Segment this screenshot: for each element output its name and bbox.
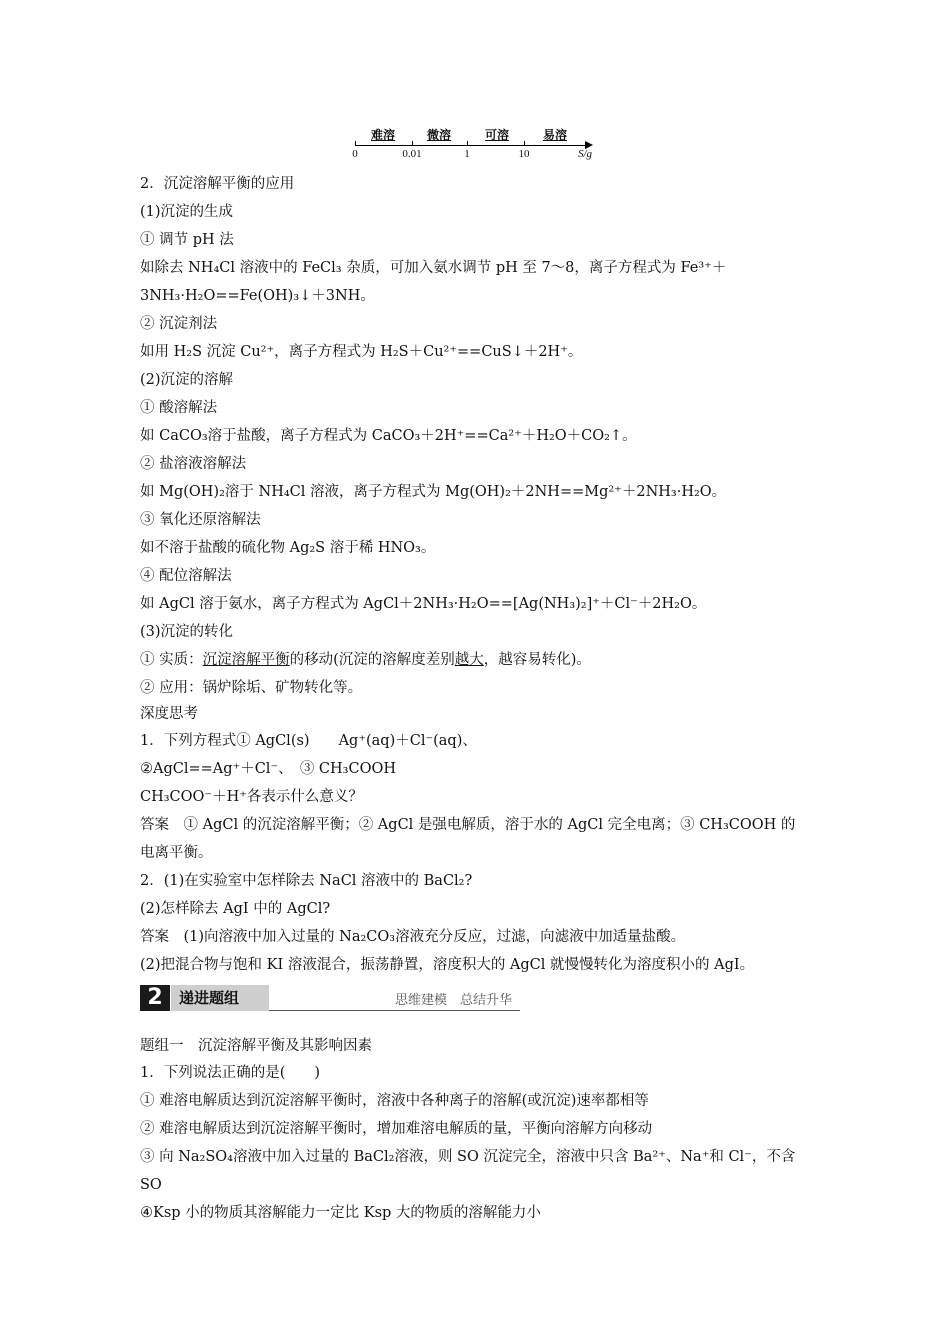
method-heading: ① 酸溶解法 xyxy=(140,400,218,416)
question-line: (2)怎样除去 AgI 中的 AgCl? xyxy=(140,901,331,917)
scale-unit: S/g xyxy=(578,148,593,160)
answer-line: (2)把混合物与饱和 KI 溶液混合，振荡静置，溶度积大的 AgCl 就慢慢转化为溶度积小的 AgI。 xyxy=(140,957,755,973)
answer-line: 答案 ① AgCl 的沉淀溶解平衡；② AgCl 是强电解质，溶于水的 AgCl 完全电离；③ CH₃COOH 的 xyxy=(140,817,796,833)
group-heading: 题组一 沉淀溶解平衡及其影响因素 xyxy=(140,1038,372,1054)
text-line: 如 CaCO₃溶于盐酸，离子方程式为 CaCO₃＋2H⁺==Ca²⁺＋H₂O＋CO₂↑。 xyxy=(140,428,637,444)
method-heading: ① 调节 pH 法 xyxy=(140,232,234,248)
question-line: 2．(1)在实验室中怎样除去 NaCl 溶液中的 BaCl₂? xyxy=(140,873,473,889)
question-line: 1．下列方程式① AgCl(s) Ag⁺(aq)＋Cl⁻(aq)、 xyxy=(140,733,477,749)
section-heading: 深度思考 xyxy=(140,706,198,722)
question-line: ②AgCl==Ag⁺＋Cl⁻、 ③ CH₃COOH xyxy=(140,761,397,777)
essence-term: 沉淀溶解平衡 xyxy=(202,652,290,668)
scale-tick xyxy=(355,141,356,145)
subsection-heading: (2)沉淀的溶解 xyxy=(140,372,234,388)
question-line: CH₃COO⁻＋H⁺各表示什么意义？ xyxy=(140,789,363,805)
scale-axis xyxy=(355,145,587,146)
option-line: ④Ksp 小的物质其溶解能力一定比 Ksp 大的物质的溶解能力小 xyxy=(140,1205,541,1221)
essence-middle: 的移动(沉淀的溶解度差别 xyxy=(289,652,455,668)
method-heading: ③ 氧化还原溶解法 xyxy=(140,512,261,528)
scale-tick-label: 1 xyxy=(464,148,470,160)
method-heading: ② 盐溶液溶解法 xyxy=(140,456,247,472)
method-heading: ④ 配位溶解法 xyxy=(140,568,232,584)
banner-number: 2 xyxy=(140,985,170,1011)
subsection-heading: (1)沉淀的生成 xyxy=(140,204,234,220)
banner-title: 递进题组 xyxy=(171,985,269,1011)
section-heading: 2．沉淀溶解平衡的应用 xyxy=(140,176,295,192)
text-line: 如不溶于盐酸的硫化物 Ag₂S 溶于稀 HNO₃。 xyxy=(140,540,436,556)
option-line: ① 难溶电解质达到沉淀溶解平衡时，溶液中各种离子的溶解(或沉淀)速率都相等 xyxy=(140,1093,649,1109)
scale-tick-label: 0.01 xyxy=(402,148,422,160)
essence-suffix: ，越容易转化)。 xyxy=(483,652,591,668)
essence-prefix: ① 实质： xyxy=(140,652,203,668)
option-line: ② 难溶电解质达到沉淀溶解平衡时，增加难溶电解质的量，平衡向溶解方向移动 xyxy=(140,1121,653,1137)
text-line: 如用 H₂S 沉淀 Cu²⁺，离子方程式为 H₂S＋Cu²⁺==CuS↓＋2H⁺。 xyxy=(140,344,583,360)
essence-term: 越大 xyxy=(454,652,484,668)
subsection-heading: (3)沉淀的转化 xyxy=(140,624,234,640)
scale-tick xyxy=(467,141,468,145)
option-line: ③ 向 Na₂SO₄溶液中加入过量的 BaCl₂溶液，则 SO 沉淀完全，溶液中只含 Ba²⁺、Na⁺和 Cl⁻，不含 xyxy=(140,1149,796,1165)
scale-tick xyxy=(412,141,413,145)
question-line: 1．下列说法正确的是( ) xyxy=(140,1065,321,1081)
solubility-scale xyxy=(352,124,602,166)
banner-subtitle: 思维建模 总结升华 xyxy=(395,993,513,1008)
method-heading: ② 沉淀剂法 xyxy=(140,316,218,332)
text-line: 如 Mg(OH)₂溶于 NH₄Cl 溶液，离子方程式为 Mg(OH)₂＋2NH==Mg²⁺＋2NH₃·H₂O。 xyxy=(140,484,727,500)
text-line: 如 AgCl 溶于氨水，离子方程式为 AgCl＋2NH₃·H₂O==[Ag(NH₃)₂]⁺＋Cl⁻＋2H₂O。 xyxy=(140,596,707,612)
scale-category: 难溶 xyxy=(370,128,396,142)
scale-tick-label: 10 xyxy=(518,148,530,160)
answer-line: 答案 (1)向溶液中加入过量的 Na₂CO₃溶液充分反应，过滤，向滤液中加适量盐酸。 xyxy=(140,929,686,945)
banner-rule xyxy=(269,1010,520,1011)
essence-line xyxy=(140,650,591,670)
text-line: ② 应用：锅炉除垢、矿物转化等。 xyxy=(140,680,363,696)
scale-category: 易溶 xyxy=(542,128,568,142)
text-line: 3NH₃·H₂O==Fe(OH)₃↓＋3NH。 xyxy=(140,288,375,304)
scale-category: 可溶 xyxy=(484,128,510,142)
scale-tick-label: 0 xyxy=(352,148,358,160)
answer-line: 电离平衡。 xyxy=(140,845,213,861)
scale-tick xyxy=(524,141,525,145)
section-banner xyxy=(140,985,520,1013)
text-line: 如除去 NH₄Cl 溶液中的 FeCl₃ 杂质，可加入氨水调节 pH 至 7～8，离子方程式为 Fe³⁺＋ xyxy=(140,260,727,276)
scale-category: 微溶 xyxy=(426,128,452,142)
option-line: SO xyxy=(140,1177,162,1193)
